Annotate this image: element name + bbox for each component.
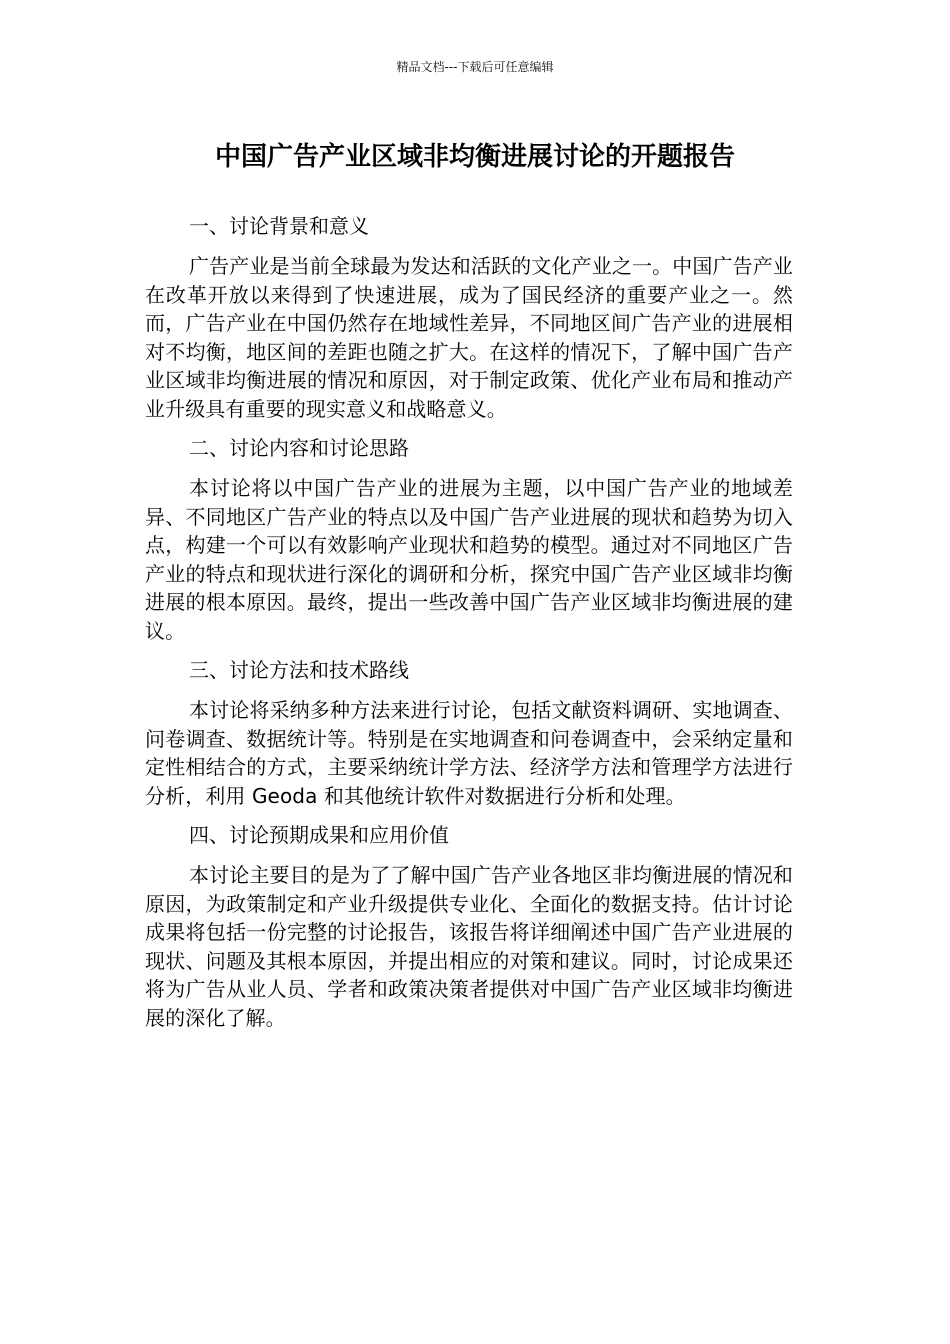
page-header: 精品文档---下载后可任意编辑 [396,60,554,74]
section-paragraph-methods: 本讨论将采纳多种方法来进行讨论，包括文献资料调研、实地调查、问卷调查、数据统计等。特别是在实地调查和问卷调查中，会采纳定量和定性相结合的方式，主要采纳统计学方法、经济学方法和管理学方法进行分析，利用 Geoda 和其他统计软件对数据进行分析和处理。 [145,698,793,808]
document-body [145,212,793,1043]
section-heading-background: 一、讨论背景和意义 [189,214,369,238]
document-title: 中国广告产业区域非均衡进展讨论的开题报告 [214,142,735,172]
section-paragraph-content: 本讨论将以中国广告产业的进展为主题，以中国广告产业的地域差异、不同地区广告产业的特点以及中国广告产业进展的现状和趋势为切入点，构建一个可以有效影响产业现状和趋势的模型。通过对不同地区广告产业的特点和现状进行深化的调研和分析，探究中国广告产业区域非均衡进展的根本原因。最终，提出一些改善中国广告产业区域非均衡进展的建议。 [145,476,793,643]
section-heading-methods: 三、讨论方法和技术路线 [189,658,409,682]
section-paragraph-outcomes: 本讨论主要目的是为了了解中国广告产业各地区非均衡进展的情况和原因，为政策制定和产业升级提供专业化、全面化的数据支持。估计讨论成果将包括一份完整的讨论报告，该报告将详细阐述中国广告产业进展的现状、问题及其根本原因，并提出相应的对策和建议。同时，讨论成果还将为广告从业人员、学者和政策决策者提供对中国广告产业区域非均衡进展的深化了解。 [145,863,793,1030]
section-paragraph-background: 广告产业是当前全球最为发达和活跃的文化产业之一。中国广告产业在改革开放以来得到了快速进展，成为了国民经济的重要产业之一。然而，广告产业在中国仍然存在地域性差异，不同地区间广告产业的进展相对不均衡，地区间的差距也随之扩大。在这样的情况下，了解中国广告产业区域非均衡进展的情况和原因，对于制定政策、优化产业布局和推动产业升级具有重要的现实意义和战略意义。 [145,254,793,421]
section-heading-outcomes: 四、讨论预期成果和应用价值 [189,823,449,847]
section-heading-content: 二、讨论内容和讨论思路 [189,436,409,460]
